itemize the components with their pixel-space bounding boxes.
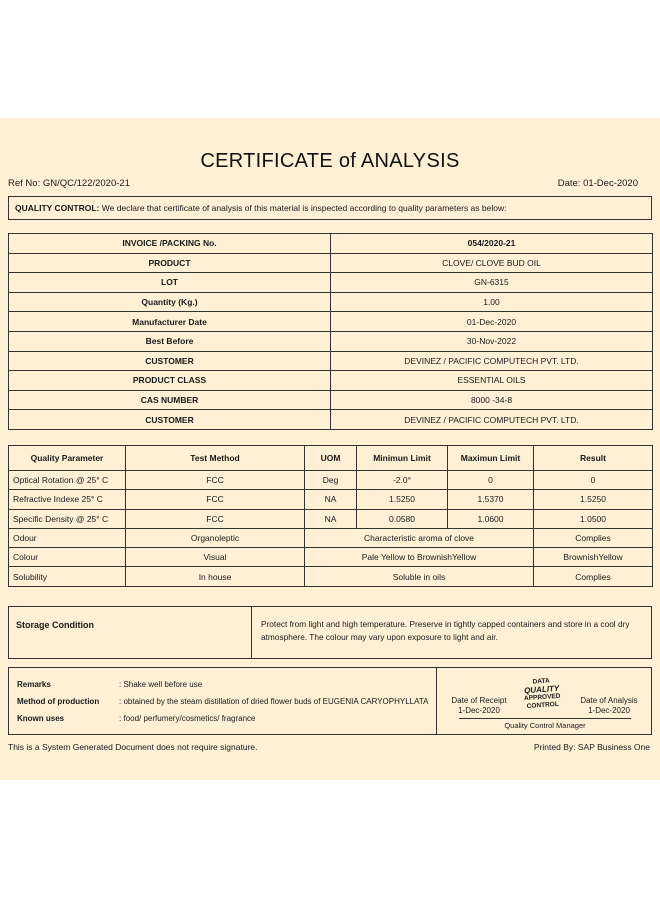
params-row: [9, 509, 653, 528]
params-cell: 1.5250: [357, 490, 448, 509]
params-cell: Specific Density @ 25° C: [9, 509, 126, 528]
info-key: Quantity (Kg.): [9, 292, 331, 312]
remark-value: : obtained by the steam distillation of dried flower buds of EUGENIA CARYOPHYLLATA: [119, 697, 429, 706]
storage-condition: [8, 606, 652, 659]
receipt-date-block: [449, 696, 509, 716]
info-value: 8000 -34-8: [331, 390, 653, 410]
divider: [251, 607, 252, 658]
info-key: CUSTOMER: [9, 410, 331, 430]
quality-parameters-table: [8, 445, 653, 587]
params-cell: Pale Yellow to BrownishYellow: [305, 548, 534, 567]
remark-key: Method of production: [17, 697, 100, 706]
params-cell: BrownishYellow: [534, 548, 653, 567]
stamp-line: CONTROL: [526, 700, 560, 711]
params-row: [9, 490, 653, 509]
info-value: 01-Dec-2020: [331, 312, 653, 332]
info-key: CAS NUMBER: [9, 390, 331, 410]
info-value: GN-6315: [331, 273, 653, 293]
info-value: 30-Nov-2022: [331, 331, 653, 351]
params-row: [9, 471, 653, 490]
params-cell: Solubility: [9, 567, 126, 586]
analysis-date-block: [577, 696, 641, 716]
params-cell: -2.0°: [357, 471, 448, 490]
params-cell: Characteristic aroma of clove: [305, 528, 534, 547]
printed-by: Printed By: SAP Business One: [533, 742, 650, 752]
params-row: [9, 528, 653, 547]
params-row: [9, 567, 653, 586]
params-header-cell: Minimun Limit: [357, 446, 448, 471]
analysis-label: Date of Analysis: [580, 696, 638, 705]
document-date: Date: 01-Dec-2020: [557, 178, 638, 189]
params-cell: 1.0500: [534, 509, 653, 528]
remark-key: Known uses: [17, 714, 65, 723]
approval-stamp-icon: [515, 676, 569, 712]
info-row: [9, 312, 653, 332]
params-cell: Colour: [9, 548, 126, 567]
info-key: PRODUCT: [9, 253, 331, 273]
info-row: [9, 351, 653, 371]
ref-number: Ref No: GN/QC/122/2020-21: [8, 178, 130, 189]
remark-value: : food/ perfumery/cosmetics/ fragrance: [119, 714, 256, 723]
footer-note: This is a System Generated Document does not require signature.: [8, 742, 258, 752]
remarks-section: [8, 667, 652, 735]
params-row: [9, 548, 653, 567]
params-header-cell: Maximun Limit: [448, 446, 534, 471]
info-value: 1.00: [331, 292, 653, 312]
params-cell: NA: [305, 509, 357, 528]
params-cell: Odour: [9, 528, 126, 547]
params-cell: Complies: [534, 528, 653, 547]
params-cell: Soluble in oils: [305, 567, 534, 586]
storage-text: Protect from light and high temperature. Preserve in tightly capped containers and store in a cool dry atmosphere. The colour may vary upon exposure to light and air.: [261, 619, 630, 642]
quality-control-signoff: [439, 668, 651, 734]
info-row: [9, 410, 653, 430]
divider: [436, 668, 437, 734]
info-key: CUSTOMER: [9, 351, 331, 371]
info-value: DEVINEZ / PACIFIC COMPUTECH PVT. LTD.: [331, 410, 653, 430]
info-key: INVOICE /PACKING No.: [9, 234, 331, 254]
info-row: [9, 234, 653, 254]
certificate-document: [0, 118, 660, 780]
params-cell: Optical Rotation @ 25° C: [9, 471, 126, 490]
remark-value: : Shake well before use: [119, 680, 203, 689]
params-cell: NA: [305, 490, 357, 509]
remark-row: [17, 680, 202, 689]
params-header-cell: Quality Parameter: [9, 446, 126, 471]
params-cell: 1.5250: [534, 490, 653, 509]
info-key: LOT: [9, 273, 331, 293]
info-row: [9, 390, 653, 410]
params-header-row: [9, 446, 653, 471]
info-row: [9, 273, 653, 293]
params-cell: 1.5370: [448, 490, 534, 509]
params-cell: Refractive Indexe 25° C: [9, 490, 126, 509]
info-key: PRODUCT CLASS: [9, 371, 331, 391]
quality-control-statement: [8, 196, 652, 220]
params-cell: In house: [126, 567, 305, 586]
info-value: DEVINEZ / PACIFIC COMPUTECH PVT. LTD.: [331, 351, 653, 371]
params-header-cell: Test Method: [126, 446, 305, 471]
params-cell: Deg: [305, 471, 357, 490]
info-value: CLOVE/ CLOVE BUD OIL: [331, 253, 653, 273]
remark-row: [17, 697, 428, 706]
params-cell: 1.0600: [448, 509, 534, 528]
remark-row: [17, 714, 256, 723]
remark-key: Remarks: [17, 680, 51, 689]
signature-line: [459, 718, 631, 719]
params-cell: 0: [448, 471, 534, 490]
params-cell: Visual: [126, 548, 305, 567]
stamp-line: QUALITY: [523, 683, 560, 696]
info-row: [9, 331, 653, 351]
page-title: CERTIFICATE of ANALYSIS: [200, 150, 460, 172]
params-header-cell: Result: [534, 446, 653, 471]
quality-control-label: QUALITY CONTROL:: [15, 203, 100, 213]
analysis-date: 1-Dec-2020: [588, 706, 630, 715]
info-row: [9, 292, 653, 312]
info-key: Manufacturer Date: [9, 312, 331, 332]
manager-label: Quality Control Manager: [504, 721, 586, 730]
info-key: Best Before: [9, 331, 331, 351]
params-cell: 0.0580: [357, 509, 448, 528]
product-info-table: [8, 233, 653, 430]
params-header-cell: UOM: [305, 446, 357, 471]
info-value: ESSENTIAL OILS: [331, 371, 653, 391]
params-cell: Complies: [534, 567, 653, 586]
params-cell: FCC: [126, 471, 305, 490]
info-row: [9, 371, 653, 391]
receipt-label: Date of Receipt: [451, 696, 507, 705]
stamp-line: APPROVED: [523, 692, 561, 703]
quality-control-text: We declare that certificate of analysis of this material is inspected according to quality parameters as below:: [99, 203, 507, 213]
storage-label: Storage Condition: [16, 620, 94, 630]
params-cell: 0: [534, 471, 653, 490]
info-value: 054/2020-21: [331, 234, 653, 254]
params-cell: Organoleptic: [126, 528, 305, 547]
params-cell: FCC: [126, 490, 305, 509]
info-row: [9, 253, 653, 273]
params-cell: FCC: [126, 509, 305, 528]
stamp-line: DATA: [532, 677, 550, 686]
receipt-date: 1-Dec-2020: [458, 706, 500, 715]
